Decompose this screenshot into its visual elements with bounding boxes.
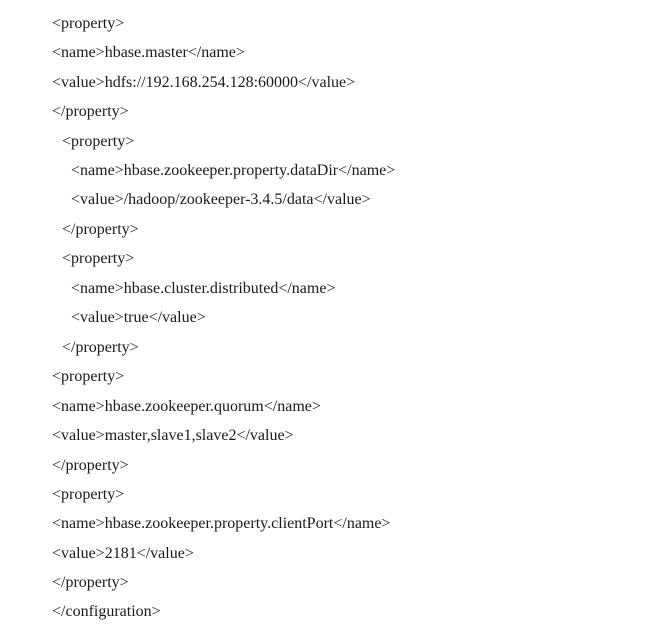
xml-line: <value>/hadoop/zookeeper-3.4.5/data</value> (71, 191, 371, 208)
xml-line: </property> (52, 457, 129, 474)
xml-line: </property> (62, 221, 139, 238)
xml-line: <property> (52, 368, 125, 385)
xml-line: <property> (52, 15, 125, 32)
xml-line: </property> (62, 339, 139, 356)
xml-line: <property> (62, 133, 135, 150)
xml-line: <value>2181</value> (52, 545, 194, 562)
xml-line: <property> (52, 486, 125, 503)
xml-line: </property> (52, 103, 129, 120)
xml-line: <name>hbase.master</name> (52, 44, 245, 61)
xml-line: </property> (52, 574, 129, 591)
xml-line: <value>master,slave1,slave2</value> (52, 427, 294, 444)
xml-line: <name>hbase.zookeeper.property.dataDir</name> (71, 162, 396, 179)
xml-line: <value>hdfs://192.168.254.128:60000</value> (52, 74, 356, 91)
xml-line: <name>hbase.cluster.distributed</name> (71, 280, 336, 297)
xml-line: <value>true</value> (71, 309, 206, 326)
xml-line: <property> (62, 250, 135, 267)
xml-line: </configuration> (52, 603, 161, 620)
xml-line: <name>hbase.zookeeper.quorum</name> (52, 398, 321, 415)
xml-line: <name>hbase.zookeeper.property.clientPort</name> (52, 515, 391, 532)
